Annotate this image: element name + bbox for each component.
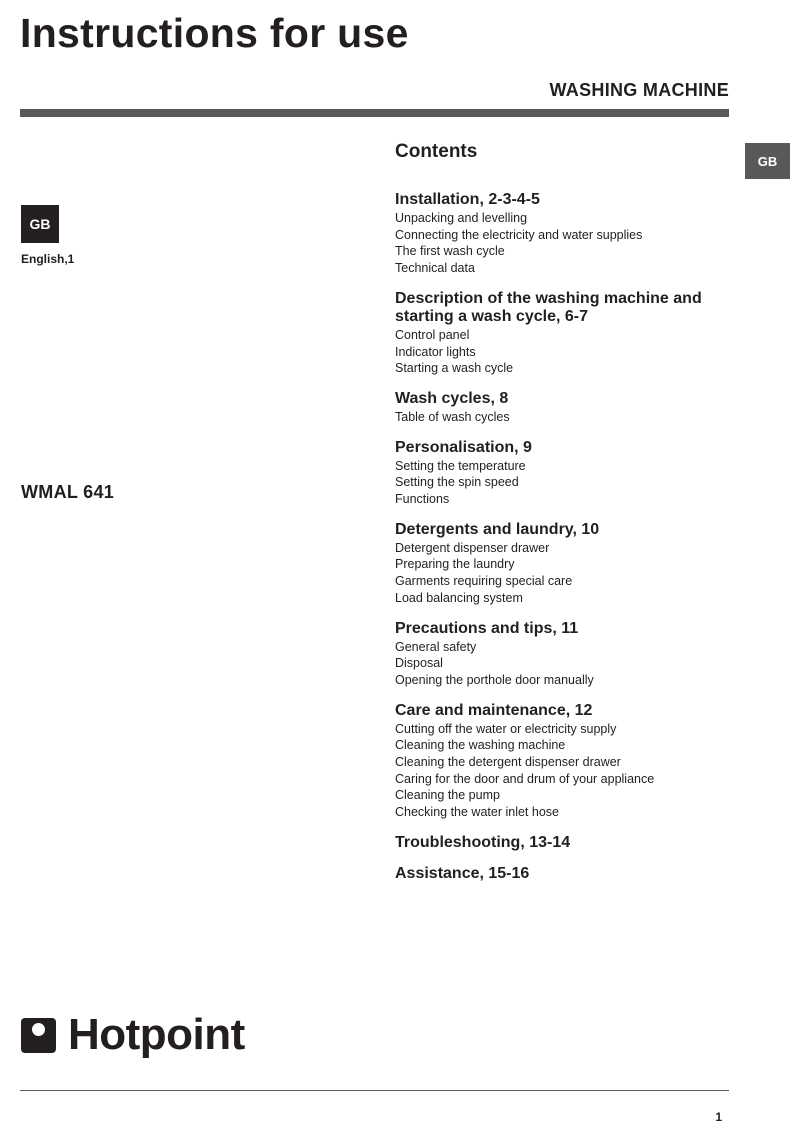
brand-name: Hotpoint <box>68 1010 245 1059</box>
contents-section <box>395 521 735 607</box>
section-item: Control panel <box>395 327 470 342</box>
section-item: Cleaning the detergent dispenser drawer <box>395 755 621 770</box>
section-item: Setting the spin speed <box>395 475 519 490</box>
section-heading: Precautions and tips, 11 <box>395 619 579 637</box>
section-item: General safety <box>395 639 477 654</box>
section-item: Starting a wash cycle <box>395 361 514 376</box>
section-item: Unpacking and levelling <box>395 211 528 225</box>
contents-section <box>395 439 735 508</box>
contents-section <box>395 290 735 377</box>
section-item: Load balancing system <box>395 590 523 605</box>
section-item: Technical data <box>395 261 475 276</box>
section-heading: Troubleshooting, 13-14 <box>395 833 571 851</box>
section-item: Cleaning the washing machine <box>395 738 566 753</box>
hotpoint-logo-icon <box>21 1018 56 1053</box>
section-item: Checking the water inlet hose <box>395 805 559 820</box>
section-item: The first wash cycle <box>395 244 505 259</box>
contents-section <box>395 702 735 821</box>
section-heading: Personalisation, 9 <box>395 438 532 456</box>
section-item: Indicator lights <box>395 344 476 359</box>
section-item: Table of wash cycles <box>395 409 510 424</box>
section-item: Disposal <box>395 656 443 671</box>
page-number: 1 <box>715 1110 722 1124</box>
section-heading: Installation, 2-3-4-5 <box>395 191 540 208</box>
footer-divider <box>20 1090 729 1091</box>
model-number: WMAL 641 <box>21 482 115 502</box>
section-item: Setting the temperature <box>395 458 526 473</box>
section-heading: Description of the washing machine and starting a wash cycle, 6-7 <box>395 289 702 325</box>
section-heading: Care and maintenance, 12 <box>395 701 593 719</box>
section-item: Cleaning the pump <box>395 788 500 803</box>
section-item: Garments requiring special care <box>395 574 573 589</box>
section-item: Opening the porthole door manually <box>395 672 594 687</box>
section-item: Caring for the door and drum of your appliance <box>395 771 655 786</box>
section-item: Detergent dispenser drawer <box>395 540 550 555</box>
language-code-badge: GB <box>21 205 59 243</box>
contents-section <box>395 834 735 852</box>
section-heading: Assistance, 15-16 <box>395 864 530 882</box>
section-heading: Wash cycles, 8 <box>395 389 509 407</box>
section-heading: Detergents and laundry, 10 <box>395 520 600 538</box>
section-item: Cutting off the water or electricity supply <box>395 721 617 736</box>
contents-section <box>395 191 735 277</box>
contents-sections <box>395 191 735 883</box>
language-label: English,1 <box>21 252 75 266</box>
section-item: Preparing the laundry <box>395 557 515 572</box>
document-subtitle: WASHING MACHINE <box>549 80 729 100</box>
section-item: Functions <box>395 492 450 507</box>
contents-section <box>395 620 735 689</box>
language-side-tab: GB <box>745 143 790 179</box>
brand-logo <box>21 1010 245 1059</box>
contents-section <box>395 865 735 883</box>
section-item: Connecting the electricity and water supplies <box>395 227 643 242</box>
header-divider <box>20 109 729 117</box>
contents-section <box>395 390 735 426</box>
table-of-contents <box>395 141 735 896</box>
contents-title: Contents <box>395 141 478 162</box>
page-title: Instructions for use <box>20 10 409 56</box>
